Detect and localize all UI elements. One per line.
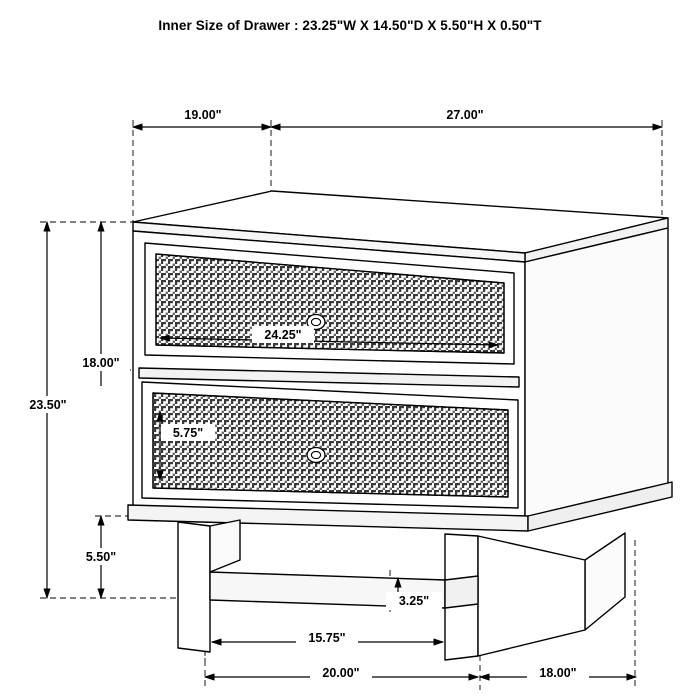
dim-bottom-side-width: 18.00"	[539, 666, 577, 680]
nightstand-body	[40, 120, 672, 690]
dim-drawers-height: 18.00"	[82, 356, 120, 370]
dim-lower-drawer-front-height: 5.75"	[172, 426, 204, 440]
dim-overall-height: 23.50"	[29, 398, 67, 412]
dim-bottom-front-width: 20.00"	[322, 666, 360, 680]
dim-leg-height: 5.50"	[85, 550, 117, 564]
dim-top-right-width: 27.00"	[446, 108, 484, 122]
dim-upper-drawer-front-width: 24.25"	[264, 328, 302, 342]
dim-stretcher-height: 3.25"	[398, 594, 430, 608]
dim-top-left-depth: 19.00"	[184, 108, 222, 122]
page-title: Inner Size of Drawer : 23.25"W X 14.50"D X 5.50"H X 0.50"T	[158, 18, 542, 33]
dim-inner-leg-span: 15.75"	[308, 631, 346, 645]
